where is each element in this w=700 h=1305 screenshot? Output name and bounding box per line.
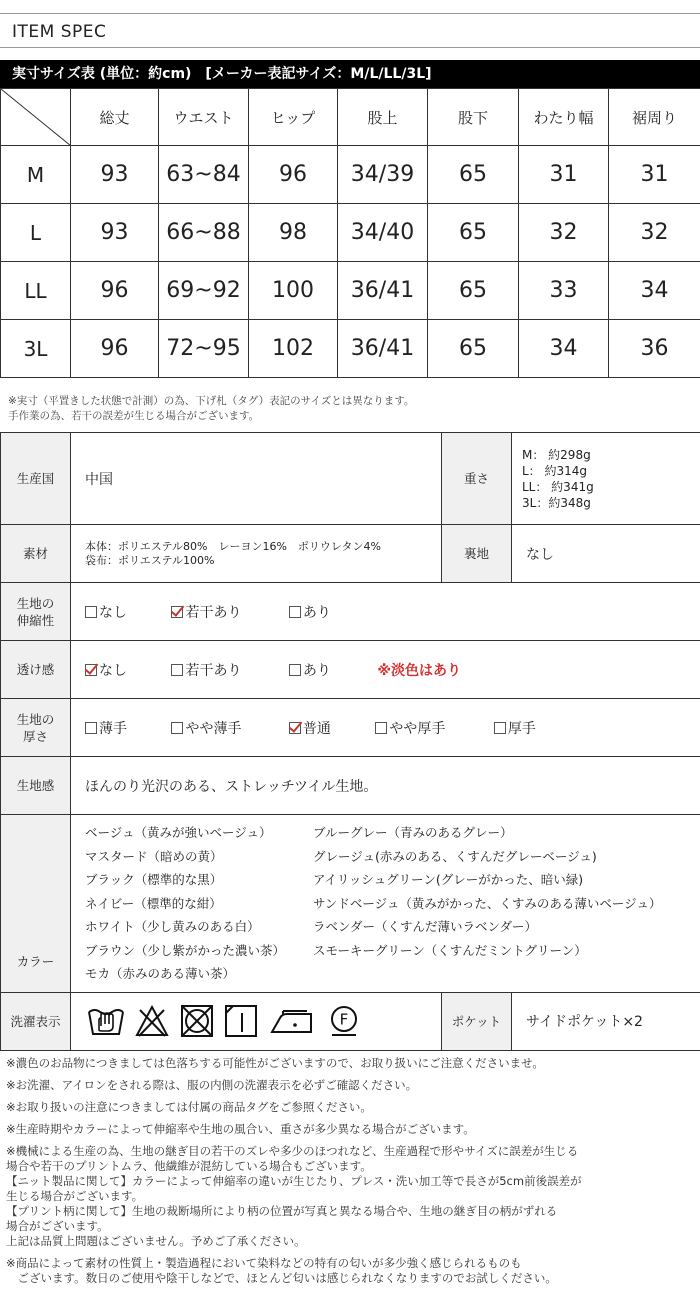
size-value: 96 bbox=[71, 320, 159, 378]
no-tumble-dry-icon bbox=[180, 1004, 214, 1038]
table-row bbox=[1, 262, 700, 320]
column-header: 股下 bbox=[428, 89, 519, 146]
size-chart-table bbox=[0, 88, 700, 378]
list-item: グレージュ(赤みのある、くすんだグレーベージュ) bbox=[313, 848, 597, 864]
material-value bbox=[71, 525, 442, 583]
origin-value: 中国 bbox=[71, 433, 442, 525]
notes-section bbox=[6, 1056, 696, 1286]
note-line: 場合がございます。 bbox=[6, 1219, 109, 1233]
list-item: ブラウン（少し紫がかった濃い茶） bbox=[85, 942, 286, 958]
stretch-label-line: 伸縮性 bbox=[16, 612, 55, 628]
sheer-option-none: なし bbox=[85, 660, 167, 680]
weight-value bbox=[512, 433, 700, 525]
note-line: ※生産時期やカラーによって伸縮率や生地の風合い、重さが多少異なる場合がございます。 bbox=[6, 1122, 475, 1136]
spec-table bbox=[0, 432, 700, 1051]
thickness-option-normal: 普通 bbox=[289, 718, 371, 738]
size-value: 98 bbox=[249, 204, 338, 262]
page-header bbox=[0, 0, 700, 52]
weight-line: LL： 約341g bbox=[522, 479, 594, 494]
colors-column-right bbox=[313, 821, 661, 962]
sheer-note: ※淡色はあり bbox=[377, 662, 461, 679]
spec-row-texture bbox=[1, 757, 700, 815]
column-header: 総丈 bbox=[71, 89, 159, 146]
spec-row-care bbox=[1, 992, 700, 1050]
thickness-label-line: 厚さ bbox=[22, 728, 48, 744]
thickness-option-thick: 厚手 bbox=[494, 718, 536, 738]
table-row bbox=[1, 204, 700, 262]
size-value: 65 bbox=[428, 204, 519, 262]
material-line: 袋布：ポリエステル100% bbox=[85, 553, 215, 567]
size-label: LL bbox=[1, 262, 71, 320]
care-icons bbox=[71, 992, 442, 1050]
stretch-option-slight: 若干あり bbox=[171, 602, 284, 622]
note-line: 生じる場合がございます。 bbox=[6, 1189, 144, 1203]
size-note-line: ※実寸（平置きした状態で計測）の為、下げ札（タグ）表記のサイズとは異なります。 bbox=[8, 395, 415, 407]
spec-row-material bbox=[1, 525, 700, 583]
list-item: ブルーグレー（青みのあるグレー） bbox=[313, 825, 513, 840]
size-value: 66~88 bbox=[159, 204, 249, 262]
header-rule-top bbox=[0, 13, 700, 14]
size-value: 96 bbox=[71, 262, 159, 320]
note-line: ※お取り扱いの注意につきましては付属の商品タグをご参照ください。 bbox=[6, 1100, 372, 1114]
size-value: 65 bbox=[428, 146, 519, 204]
pocket-value: サイドポケット×2 bbox=[512, 992, 700, 1050]
checkbox-checked-icon bbox=[171, 606, 183, 618]
list-item: スモーキーグリーン（くすんだミントグリーン） bbox=[313, 942, 587, 958]
dry-clean-f-icon bbox=[327, 1004, 361, 1038]
lining-label: 裏地 bbox=[442, 525, 512, 583]
thickness-label bbox=[1, 699, 71, 757]
size-value: 102 bbox=[249, 320, 338, 378]
checkbox-icon bbox=[171, 722, 183, 734]
list-item: ホワイト（少し黄みのある白） bbox=[85, 919, 260, 934]
note-line: 【ニット製品に関して】カラーによって伸縮率の違いが生じたり、プレス・洗い加工等で長さが5cm前後誤差が bbox=[6, 1174, 582, 1188]
size-value: 34 bbox=[519, 320, 609, 378]
sheer-option-slight: 若干あり bbox=[171, 660, 284, 680]
spec-row-stretch bbox=[1, 583, 700, 641]
note-line: ※濃色のお品物につきましては色落ちする可能性がございますので、お取り扱いにご注意くださいませ。 bbox=[6, 1056, 544, 1070]
size-label: 3L bbox=[1, 320, 71, 378]
checkbox-icon bbox=[375, 722, 387, 734]
iron-low-icon bbox=[269, 1004, 317, 1038]
size-value: 36 bbox=[609, 320, 700, 378]
size-value: 93 bbox=[71, 204, 159, 262]
care-label: 洗濯表示 bbox=[1, 992, 71, 1050]
stretch-label-line: 生地の bbox=[16, 595, 55, 611]
texture-value: ほんのり光沢のある、ストレッチツイル生地。 bbox=[71, 757, 700, 815]
lining-value: なし bbox=[512, 525, 700, 583]
size-note bbox=[8, 394, 414, 424]
checkbox-icon bbox=[85, 722, 97, 734]
note-line: ございます。数日のご使用や陰干しなどで、ほとんど匂いは感じられなくなりますのでお試しください。 bbox=[6, 1271, 557, 1285]
sheer-label: 透け感 bbox=[1, 641, 71, 699]
size-header-row bbox=[1, 89, 700, 146]
no-bleach-icon bbox=[135, 1004, 169, 1038]
checkbox-icon bbox=[85, 606, 97, 618]
stretch-option-none: なし bbox=[85, 602, 167, 622]
column-header: わたり幅 bbox=[519, 89, 609, 146]
checkbox-icon bbox=[171, 664, 183, 676]
size-value: 100 bbox=[249, 262, 338, 320]
size-value: 34 bbox=[609, 262, 700, 320]
stretch-label bbox=[1, 583, 71, 641]
thickness-option-slightly-thick: やや厚手 bbox=[375, 718, 489, 738]
size-label: L bbox=[1, 204, 71, 262]
note-line: 上記は品質上問題はございません。予めご了承ください。 bbox=[6, 1234, 306, 1248]
stretch-options bbox=[71, 583, 700, 641]
list-item: ラベンダー（くすんだ薄いラベンダー） bbox=[313, 919, 538, 934]
size-value: 31 bbox=[519, 146, 609, 204]
size-corner-cell bbox=[1, 89, 71, 146]
checkbox-icon bbox=[289, 664, 301, 676]
list-item: ネイビー（標準的な紺） bbox=[85, 895, 222, 911]
list-item: ベージュ（黄みが強いベージュ） bbox=[85, 825, 272, 840]
list-item: ブラック（標準的な黒） bbox=[85, 872, 223, 887]
table-row bbox=[1, 320, 700, 378]
size-value: 32 bbox=[609, 204, 700, 262]
size-value: 72~95 bbox=[159, 320, 249, 378]
sheer-options bbox=[71, 641, 700, 699]
material-label: 素材 bbox=[1, 525, 71, 583]
size-value: 93 bbox=[71, 146, 159, 204]
list-item: マスタード（暗めの黄） bbox=[85, 848, 223, 864]
size-value: 36/41 bbox=[338, 320, 428, 378]
checkbox-checked-icon bbox=[289, 722, 301, 734]
line-dry-shade-icon bbox=[224, 1004, 258, 1038]
column-header: 股上 bbox=[338, 89, 428, 146]
pocket-label: ポケット bbox=[442, 992, 512, 1050]
weight-line: M： 約298g bbox=[522, 447, 591, 462]
size-value: 65 bbox=[428, 262, 519, 320]
stretch-option-yes: あり bbox=[289, 602, 331, 622]
checkbox-icon bbox=[289, 606, 301, 618]
column-header: 裾周り bbox=[609, 89, 700, 146]
thickness-options bbox=[71, 699, 700, 757]
size-value: 65 bbox=[428, 320, 519, 378]
note-line: ※お洗濯、アイロンをされる際は、服の内側の洗濯表示を必ずご確認ください。 bbox=[6, 1078, 418, 1092]
spec-row-sheer bbox=[1, 641, 700, 699]
colors-column-left bbox=[85, 821, 313, 986]
column-header: ウエスト bbox=[159, 89, 249, 146]
material-line: 本体：ポリエステル80% レーヨン16% ポリウレタン4% bbox=[85, 539, 381, 553]
table-row bbox=[1, 146, 700, 204]
header-rule-bottom bbox=[0, 47, 700, 48]
column-header: ヒップ bbox=[249, 89, 338, 146]
list-item: サンドベージュ（黄みがかった、くすみのある薄いベージュ） bbox=[313, 895, 662, 911]
spec-row-origin bbox=[1, 433, 700, 525]
size-value: 32 bbox=[519, 204, 609, 262]
texture-label: 生地感 bbox=[1, 757, 71, 815]
hand-wash-icon bbox=[87, 1004, 125, 1038]
dry-clean-letter: F bbox=[339, 1010, 349, 1029]
note-line: 【プリント柄に関して】生地の裁断場所により柄の位置が写真と異なる場合や、生地の継ぎ目の柄がずれる bbox=[6, 1204, 558, 1218]
spec-row-thickness bbox=[1, 699, 700, 757]
weight-line: L： 約314g bbox=[522, 463, 588, 478]
size-chart-banner: 実寸サイズ表 (単位：約cm) [メーカー表記サイズ：M/L/LL/3L] bbox=[0, 60, 700, 88]
weight-label: 重さ bbox=[442, 433, 512, 525]
size-value: 33 bbox=[519, 262, 609, 320]
page-title: ITEM SPEC bbox=[12, 22, 107, 42]
size-label: M bbox=[1, 146, 71, 204]
list-item: モカ（赤みのある薄い茶） bbox=[85, 966, 236, 981]
thickness-label-line: 生地の bbox=[16, 711, 55, 727]
note-line: ※機械による生産の為、生地の継ぎ目の若干のズレや多少のほつれなど、生産過程で形やサイズに誤差が生じる bbox=[6, 1144, 579, 1158]
checkbox-icon bbox=[494, 722, 506, 734]
thickness-option-thin: 薄手 bbox=[85, 718, 167, 738]
size-note-line: 手作業の為、若干の誤差が生じる場合がございます。 bbox=[8, 410, 260, 422]
colors-list bbox=[71, 815, 700, 993]
size-value: 63~84 bbox=[159, 146, 249, 204]
diagonal-line-icon bbox=[1, 89, 71, 146]
note-line: ※商品によって素材の性質上・製造過程において染料などの特有の匂いが多少強く感じられるものも bbox=[6, 1256, 522, 1270]
size-value: 31 bbox=[609, 146, 700, 204]
checkbox-checked-icon bbox=[85, 664, 97, 676]
size-value: 36/41 bbox=[338, 262, 428, 320]
origin-label: 生産国 bbox=[1, 433, 71, 525]
thickness-option-slightly-thin: やや薄手 bbox=[171, 718, 284, 738]
size-value: 34/40 bbox=[338, 204, 428, 262]
note-line: 場合や若干のプリントムラ、他繊維が混紡している場合もございます。 bbox=[6, 1159, 372, 1173]
size-value: 69~92 bbox=[159, 262, 249, 320]
sheer-option-yes: あり bbox=[289, 660, 373, 680]
colors-label: カラー bbox=[1, 815, 71, 993]
size-value: 34/39 bbox=[338, 146, 428, 204]
weight-line: 3L：約348g bbox=[522, 495, 591, 510]
list-item: アイリッシュグリーン(グレーがかった、暗い緑) bbox=[313, 872, 584, 887]
size-value: 96 bbox=[249, 146, 338, 204]
spec-row-colors bbox=[1, 815, 700, 993]
